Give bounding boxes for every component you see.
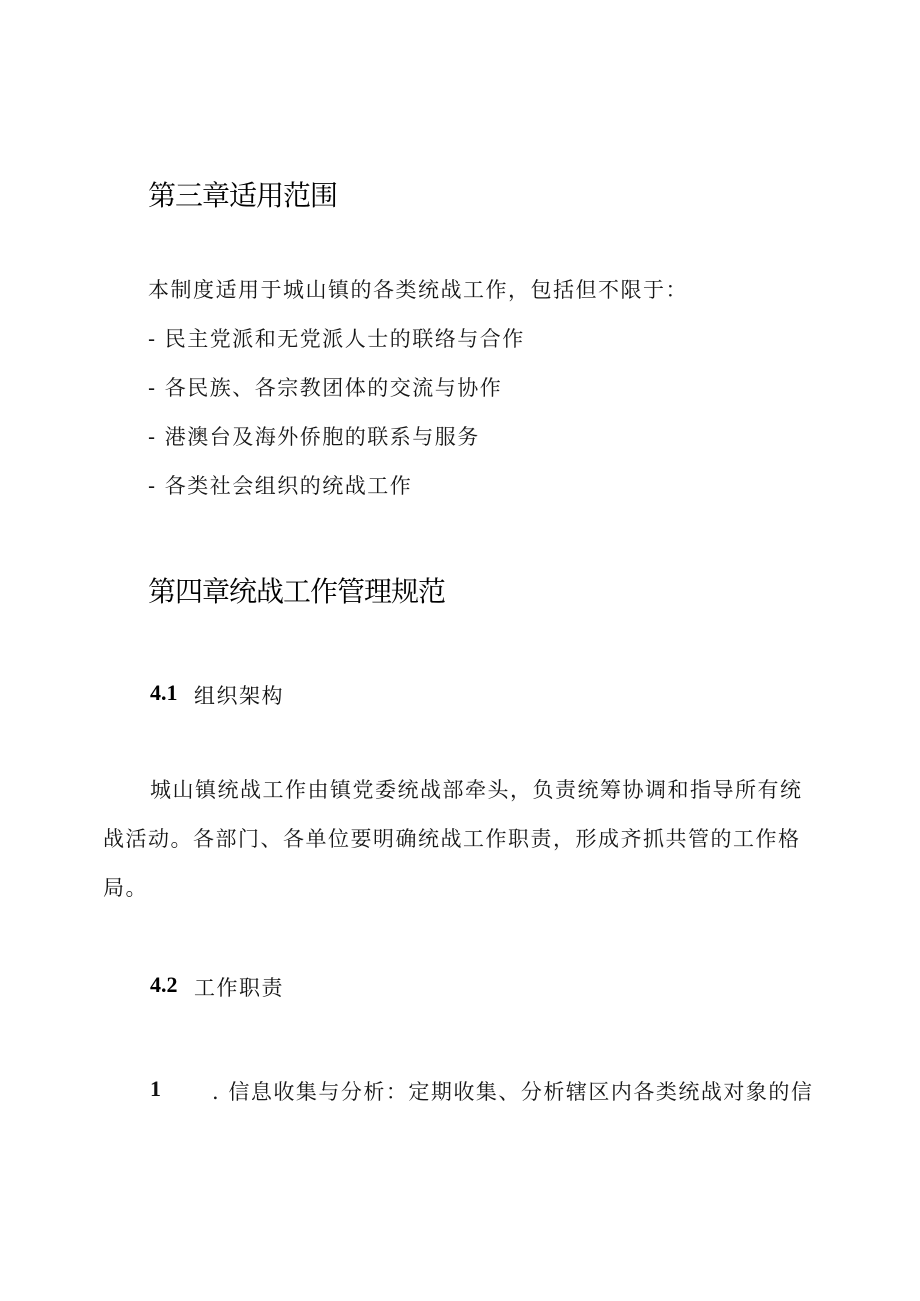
scope-list-item: - 各民族、各宗教团体的交流与协作 xyxy=(148,376,503,400)
section-title: 组织架构 xyxy=(194,684,284,708)
list-item-text: . 信息收集与分析：定期收集、分析辖区内各类统战对象的信 xyxy=(212,1080,814,1104)
scope-list-item: - 民主党派和无党派人士的联络与合作 xyxy=(148,327,525,351)
section-title: 工作职责 xyxy=(194,976,284,1000)
scope-list-item: - 港澳台及海外侨胞的联系与服务 xyxy=(148,425,480,449)
list-item-number: 1 xyxy=(150,1076,161,1101)
chapter-3-title: 第三章适用范围 xyxy=(148,179,338,212)
chapter-4-title: 第四章统战工作管理规范 xyxy=(148,575,446,608)
chapter-3-intro: 本制度适用于城山镇的各类统战工作，包括但不限于： xyxy=(148,278,688,302)
section-number: 4.2 xyxy=(150,972,178,997)
paragraph-line: 局。 xyxy=(103,876,148,900)
paragraph-line: 战活动。各部门、各单位要明确统战工作职责，形成齐抓共管的工作格 xyxy=(103,827,801,851)
scope-list-item: - 各类社会组织的统战工作 xyxy=(148,474,413,498)
paragraph-line: 城山镇统战工作由镇党委统战部牵头，负责统筹协调和指导所有统 xyxy=(150,778,803,802)
section-number: 4.1 xyxy=(150,680,178,705)
